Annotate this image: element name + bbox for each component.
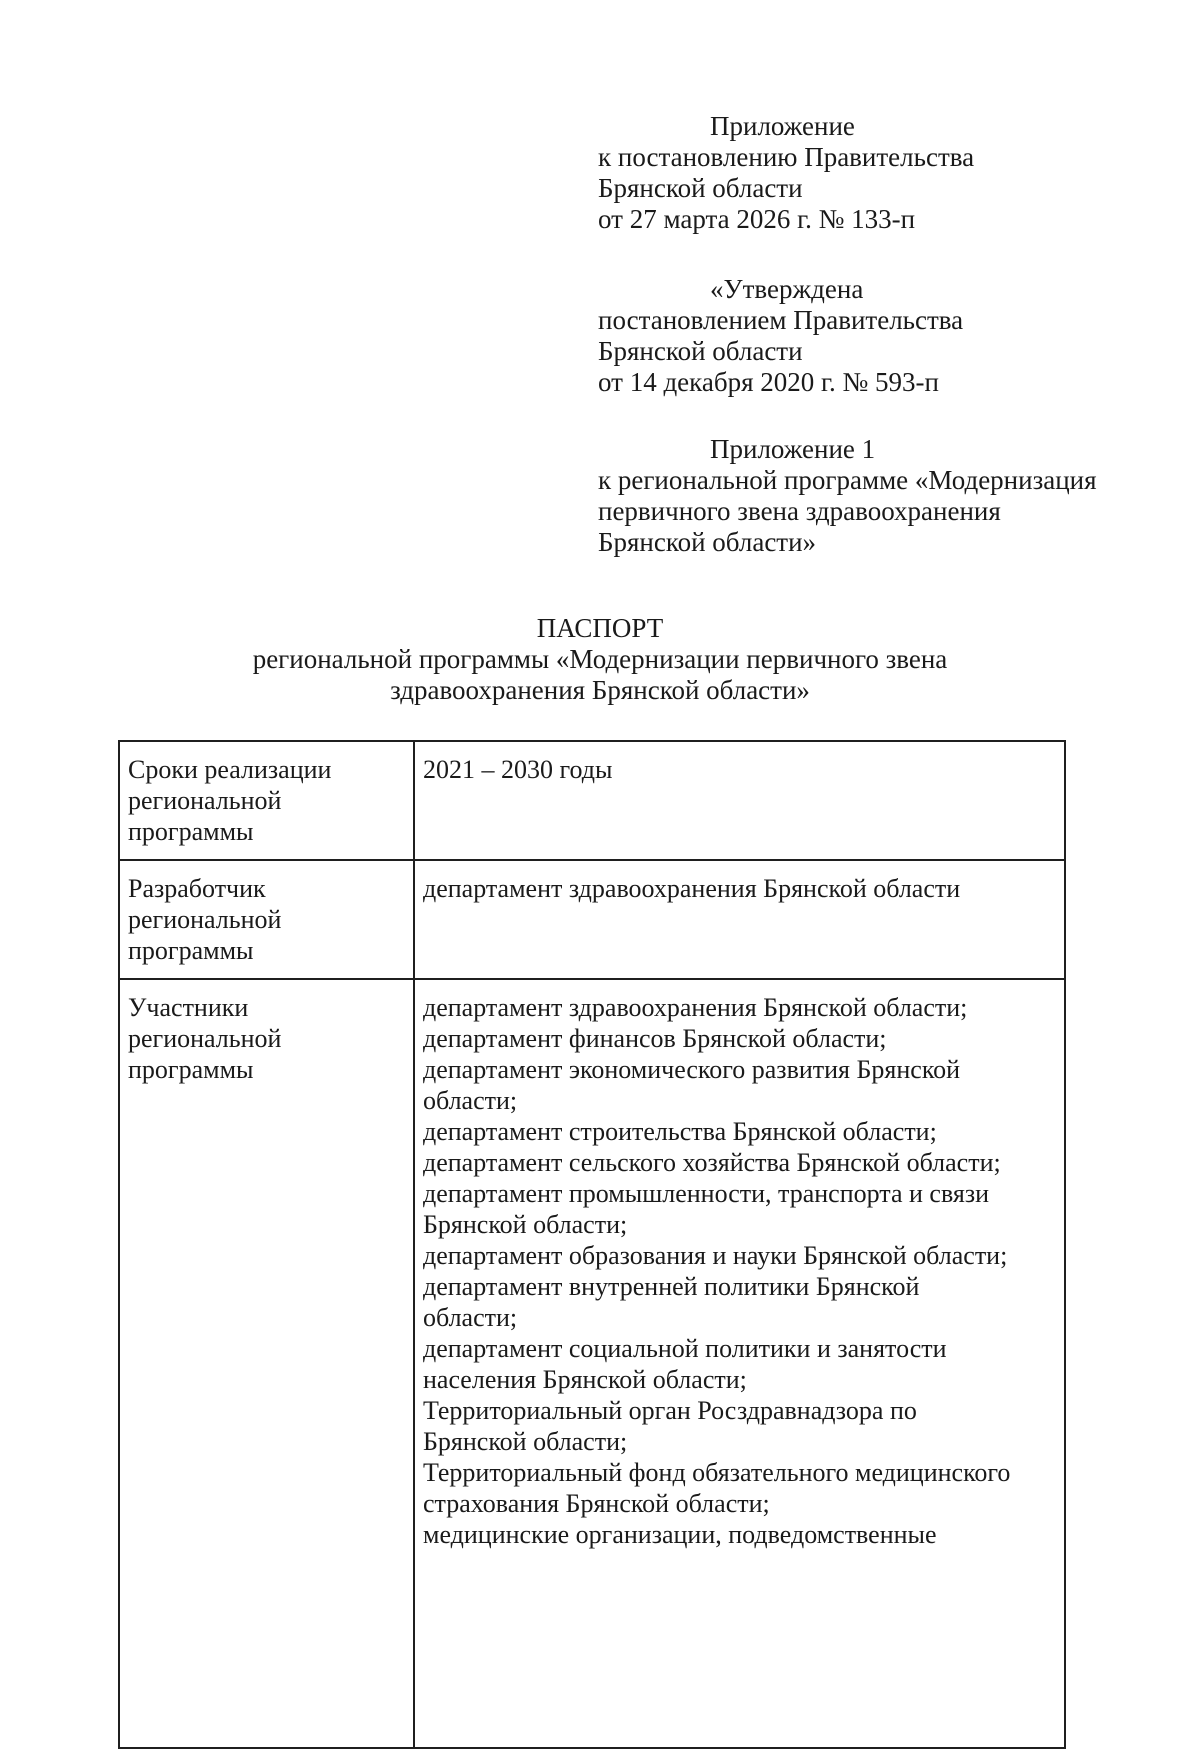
passport-title [0,613,1200,706]
label-line: программы [128,817,254,846]
passport-table [118,740,1066,1749]
label-line: программы [128,936,254,965]
participant-line: Территориальный фонд обязательного медицинского [423,1458,1011,1487]
participants-list [414,979,1065,1748]
appendix-date-number: от 27 марта 2026 г. № 133-п [598,204,916,234]
participant-line: департамент внутренней политики Брянской [423,1272,920,1301]
row-label [119,860,414,979]
participant-line: Брянской области; [423,1427,628,1456]
label-line: региональной [128,786,282,815]
approval-title: «Утверждена [710,274,864,304]
label-line: Участники [128,993,249,1022]
row-value [414,741,1065,860]
appendix-header-resolution [598,111,1118,235]
label-line: программы [128,1055,254,1084]
approval-line: Брянской области [598,336,803,366]
approval-header [598,274,1118,398]
passport-heading: ПАСПОРТ [536,613,664,643]
appendix-1-line: первичного звена здравоохранения [598,496,1001,526]
label-line: региональной [128,905,282,934]
value-line: департамент здравоохранения Брянской области [423,874,961,903]
participant-line: департамент экономического развития Брянской [423,1055,961,1084]
row-value [414,860,1065,979]
participant-line: области; [423,1086,518,1115]
participant-line: департамент образования и науки Брянской области; [423,1241,1008,1270]
participant-line: области; [423,1303,518,1332]
participant-line: департамент финансов Брянской области; [423,1024,887,1053]
participant-line: департамент здравоохранения Брянской области; [423,993,968,1022]
table-row-timeline [119,741,1065,860]
appendix-line: к постановлению Правительства [598,142,975,172]
participant-line: Территориальный орган Росздравнадзора по [423,1396,917,1425]
participant-line: населения Брянской области; [423,1365,747,1394]
participant-line: департамент социальной политики и занятости [423,1334,947,1363]
appendix-line: Брянской области [598,173,803,203]
participant-line: медицинские организации, подведомственные [423,1520,937,1549]
passport-subtitle-line: здравоохранения Брянской области» [390,675,810,705]
participant-line: страхования Брянской области; [423,1489,770,1518]
table-row-participants [119,979,1065,1748]
row-label [119,979,414,1748]
approval-line: постановлением Правительства [598,305,964,335]
appendix-1-line: к региональной программе «Модернизация [598,465,1097,495]
appendix-1-line: Брянской области» [598,527,817,557]
participant-line: департамент строительства Брянской области; [423,1117,937,1146]
appendix-1-title: Приложение 1 [710,434,876,464]
participant-line: департамент сельского хозяйства Брянской области; [423,1148,1001,1177]
row-label [119,741,414,860]
participant-line: Брянской области; [423,1210,628,1239]
participant-line: департамент промышленности, транспорта и связи [423,1179,990,1208]
appendix-title: Приложение [710,111,855,141]
approval-date-number: от 14 декабря 2020 г. № 593-п [598,367,939,397]
appendix-header-program [598,434,1118,558]
passport-subtitle-line: региональной программы «Модернизации первичного звена [252,644,948,674]
label-line: региональной [128,1024,282,1053]
value-line: 2021 – 2030 годы [423,755,613,784]
label-line: Сроки реализации [128,755,332,784]
label-line: Разработчик [128,874,266,903]
table-row-developer [119,860,1065,979]
